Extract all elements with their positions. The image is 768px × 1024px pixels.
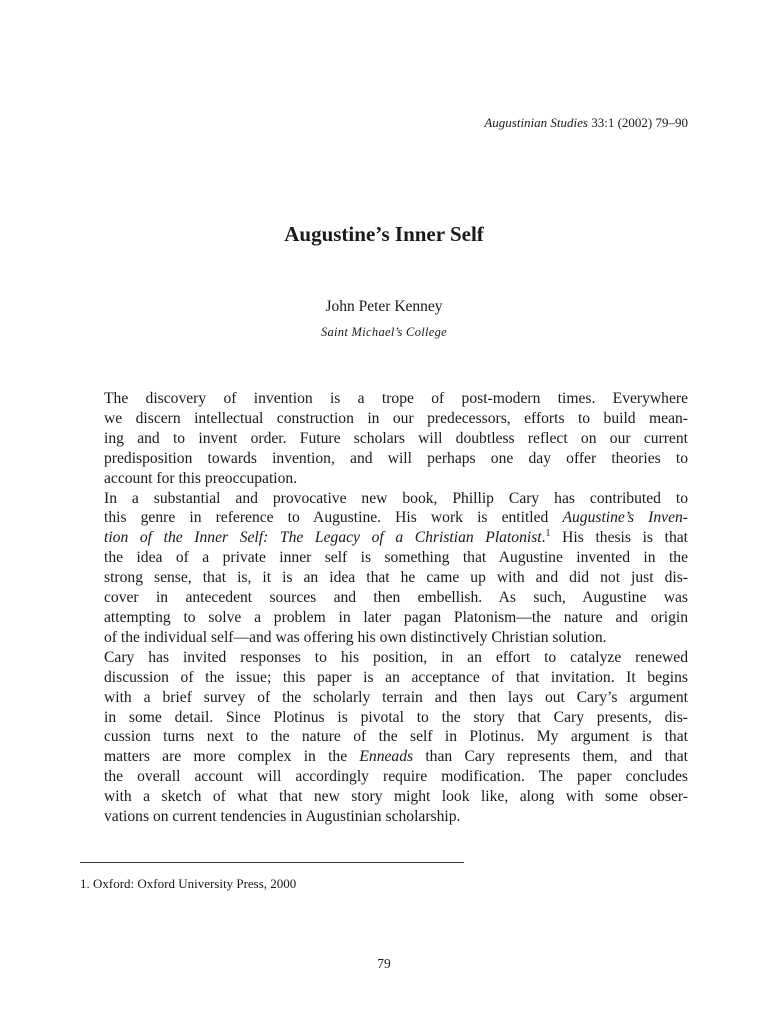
running-head bbox=[484, 115, 688, 131]
text-line: Cary has invited responses to his position, in an effort to catalyze renewed bbox=[104, 648, 688, 666]
text-run: His thesis is that bbox=[550, 529, 688, 547]
page-number: 79 bbox=[377, 956, 391, 971]
footnote-marker[interactable]: 1 bbox=[545, 528, 551, 540]
article-body bbox=[80, 389, 688, 827]
text-line: with a sketch of what that new story might look like, along with some obser- bbox=[104, 788, 688, 806]
text-run: matters are more complex in the bbox=[104, 748, 360, 766]
text-line: in some detail. Since Plotinus is pivotal to the story that Cary presents, dis- bbox=[104, 708, 688, 726]
author-name: John Peter Kenney bbox=[325, 298, 443, 315]
text-line: the idea of a private inner self is something that Augustine invented in the bbox=[104, 549, 688, 567]
author-affiliation: Saint Michael’s College bbox=[320, 325, 448, 339]
paragraph-2 bbox=[80, 489, 688, 648]
text-line: The discovery of invention is a trope of post-modern times. Everywhere bbox=[104, 390, 688, 407]
text-line: of the individual self—and was offering his own distinctively Christian solution. bbox=[104, 628, 607, 646]
text-line: vations on current tendencies in Augustinian scholarship. bbox=[104, 808, 461, 826]
text-line: the overall account will accordingly require modification. The paper concludes bbox=[104, 768, 688, 786]
text-line: In a substantial and provocative new book, Phillip Cary has contributed to bbox=[104, 489, 688, 507]
text-line: cussion turns next to the nature of the self in Plotinus. My argument is that bbox=[104, 728, 688, 746]
footnote-1: 1. Oxford: Oxford University Press, 2000 bbox=[80, 876, 297, 891]
text-line bbox=[80, 508, 688, 528]
book-title-part-2: tion of the Inner Self: The Legacy of a Christian Platonist bbox=[104, 529, 542, 547]
text-line bbox=[80, 747, 688, 767]
text-line: discussion of the issue; this paper is an acceptance of that invitation. It begins bbox=[104, 668, 688, 686]
text-line: predisposition towards invention, and will perhaps one day offer theories to bbox=[104, 449, 688, 467]
journal-citation: 33:1 (2002) 79–90 bbox=[591, 115, 688, 130]
book-title-part-1: Augustine’s Inven- bbox=[562, 509, 688, 527]
article-title: Augustine’s Inner Self bbox=[284, 222, 484, 246]
text-run: . bbox=[541, 529, 546, 547]
text-run: than Cary represents them, and that bbox=[413, 748, 688, 766]
text-line: account for this preoccupation. bbox=[104, 469, 298, 487]
text-line bbox=[80, 528, 688, 548]
paragraph-1 bbox=[80, 389, 688, 489]
text-line: ing and to invent order. Future scholars will doubtless reflect on our current bbox=[104, 429, 688, 447]
footnote-divider bbox=[80, 862, 464, 863]
text-line: cover in antecedent sources and then embellish. As such, Augustine was bbox=[104, 589, 688, 607]
enneads-title: Enneads bbox=[359, 748, 414, 766]
journal-name: Augustinian Studies bbox=[484, 115, 588, 130]
text-line: we discern intellectual construction in our predecessors, efforts to build mean- bbox=[104, 409, 688, 427]
text-line: attempting to solve a problem in later pagan Platonism—the nature and origin bbox=[104, 608, 688, 626]
text-run: this genre in reference to Augustine. His work is entitled bbox=[104, 509, 563, 527]
paragraph-3 bbox=[80, 648, 688, 827]
text-line: with a brief survey of the scholarly terrain and then lays out Cary’s argument bbox=[104, 688, 688, 706]
text-line: strong sense, that is, it is an idea that he came up with and did not just dis- bbox=[104, 569, 688, 587]
